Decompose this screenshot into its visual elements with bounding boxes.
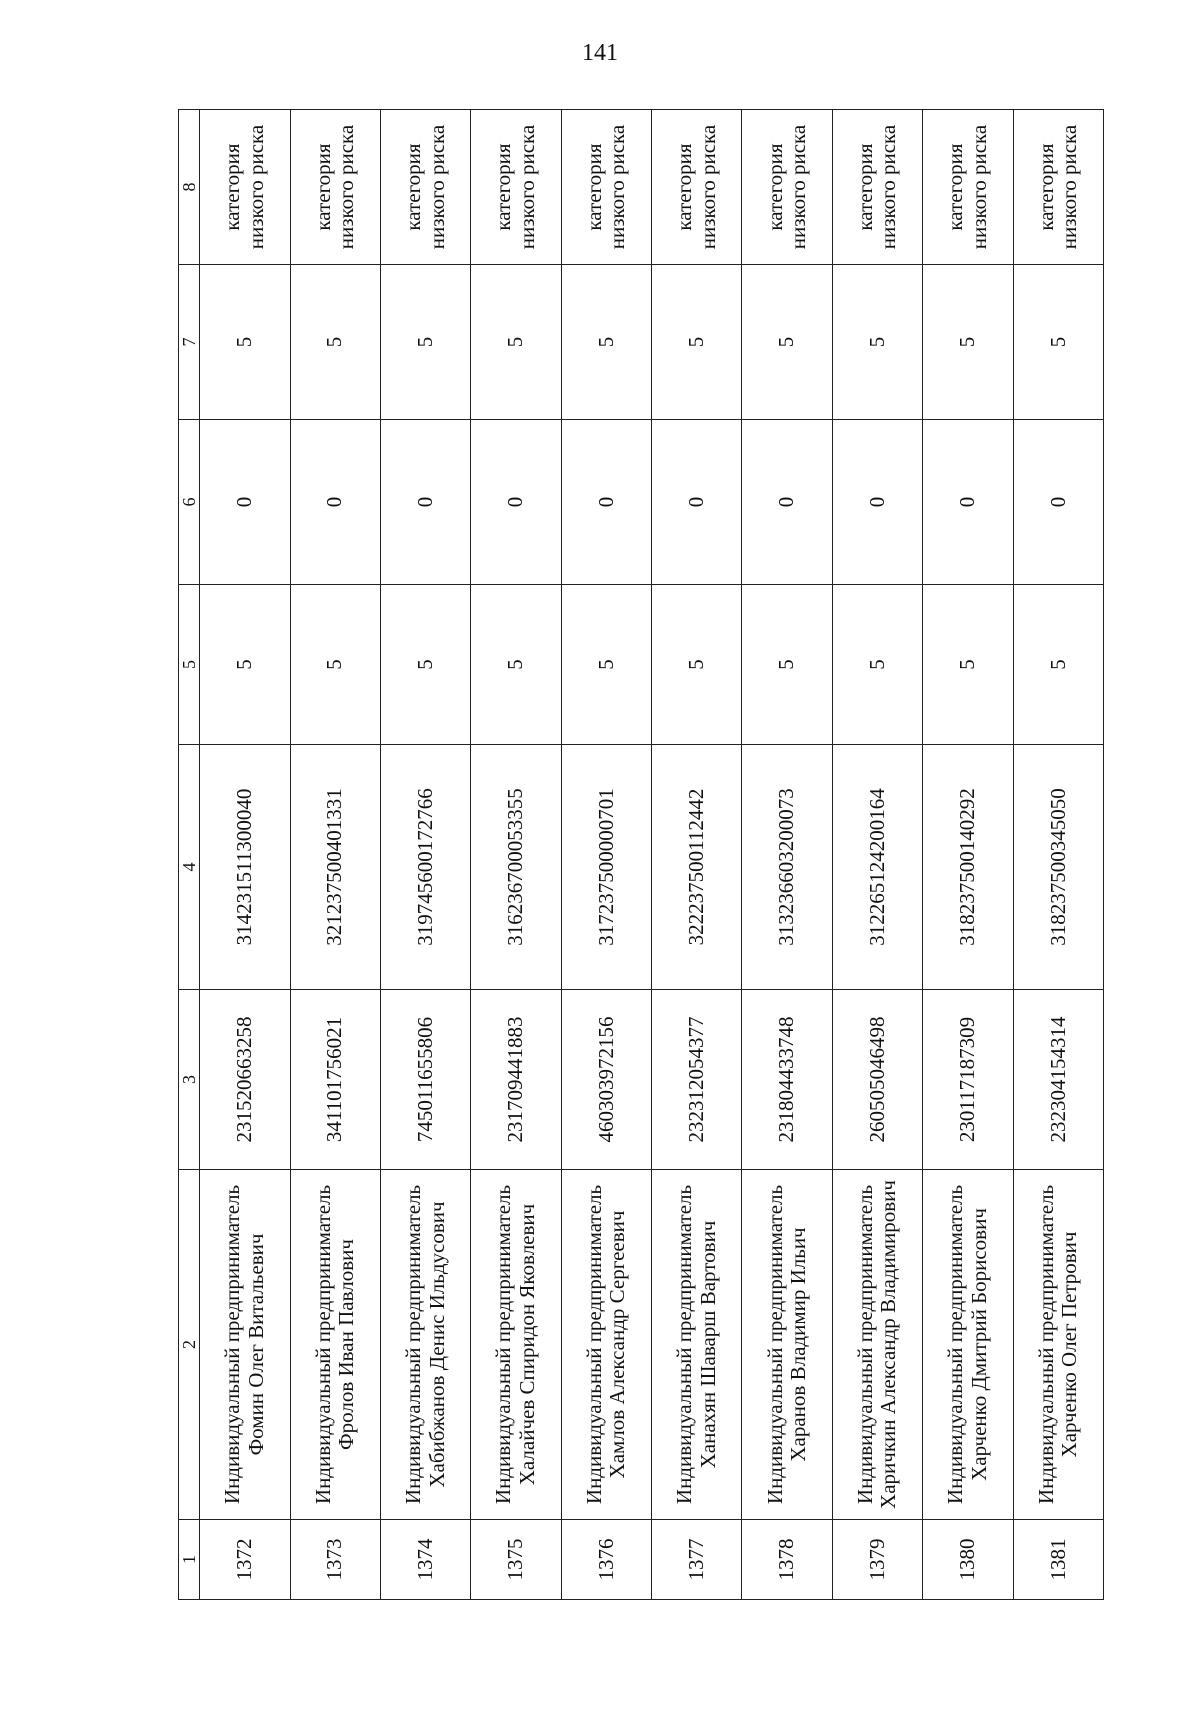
column-7-cell: 5 [742, 265, 832, 420]
inn-cell: 230117187309 [923, 990, 1013, 1170]
row-number-cell: 1376 [561, 1520, 651, 1600]
row-number-cell: 1379 [832, 1520, 922, 1600]
column-header: 8 [179, 110, 200, 265]
table-row [561, 110, 651, 1600]
risk-category-cell: категория низкого риска [561, 110, 651, 265]
column-header: 1 [179, 1520, 200, 1600]
column-number-header-row [179, 110, 200, 1600]
rotated-table-container [178, 110, 1104, 1600]
column-5-cell: 5 [561, 585, 651, 745]
entrepreneur-name-cell: Индивидуальный предприниматель Хабибжанов Денис Ильдусович [380, 1170, 470, 1520]
inn-cell: 231520663258 [200, 990, 290, 1170]
row-number-cell: 1381 [1013, 1520, 1103, 1600]
column-7-cell: 5 [380, 265, 470, 420]
risk-category-cell: категория низкого риска [471, 110, 561, 265]
risk-category-cell: категория низкого риска [1013, 110, 1103, 265]
row-number-cell: 1377 [652, 1520, 742, 1600]
ogrnip-cell: 322237500112442 [652, 745, 742, 990]
column-5-cell: 5 [200, 585, 290, 745]
column-7-cell: 5 [1013, 265, 1103, 420]
ogrnip-cell: 312265124200164 [832, 745, 922, 990]
column-5-cell: 5 [471, 585, 561, 745]
registry-table [178, 109, 1104, 1600]
ogrnip-cell: 319745600172766 [380, 745, 470, 990]
inn-cell: 232312054377 [652, 990, 742, 1170]
ogrnip-cell: 316236700053355 [471, 745, 561, 990]
entrepreneur-name-cell: Индивидуальный предприниматель Харченко Олег Петрович [1013, 1170, 1103, 1520]
ogrnip-cell: 317237500000701 [561, 745, 651, 990]
risk-category-cell: категория низкого риска [652, 110, 742, 265]
column-5-cell: 5 [290, 585, 380, 745]
risk-category-cell: категория низкого риска [290, 110, 380, 265]
column-6-cell: 0 [923, 420, 1013, 585]
table-row [652, 110, 742, 1600]
column-6-cell: 0 [290, 420, 380, 585]
ogrnip-cell: 318237500345050 [1013, 745, 1103, 990]
entrepreneur-name-cell: Индивидуальный предприниматель Фомин Олег Витальевич [200, 1170, 290, 1520]
inn-cell: 232304154314 [1013, 990, 1103, 1170]
entrepreneur-name-cell: Индивидуальный предприниматель Харичкин Александр Владимирович [832, 1170, 922, 1520]
column-header: 5 [179, 585, 200, 745]
page-number: 141 [582, 40, 618, 66]
entrepreneur-name-cell: Индивидуальный предприниматель Халайчев Спиридон Яковлевич [471, 1170, 561, 1520]
row-number-cell: 1374 [380, 1520, 470, 1600]
column-5-cell: 5 [832, 585, 922, 745]
inn-cell: 745011655806 [380, 990, 470, 1170]
entrepreneur-name-cell: Индивидуальный предприниматель Харанов Владимир Ильич [742, 1170, 832, 1520]
risk-category-cell: категория низкого риска [200, 110, 290, 265]
column-7-cell: 5 [471, 265, 561, 420]
column-header: 4 [179, 745, 200, 990]
inn-cell: 231709441883 [471, 990, 561, 1170]
table-row [1013, 110, 1103, 1600]
row-number-cell: 1378 [742, 1520, 832, 1600]
ogrnip-cell: 321237500401331 [290, 745, 380, 990]
column-6-cell: 0 [380, 420, 470, 585]
inn-cell: 460303972156 [561, 990, 651, 1170]
column-7-cell: 5 [200, 265, 290, 420]
column-5-cell: 5 [1013, 585, 1103, 745]
row-number-cell: 1375 [471, 1520, 561, 1600]
column-5-cell: 5 [742, 585, 832, 745]
column-7-cell: 5 [832, 265, 922, 420]
column-6-cell: 0 [561, 420, 651, 585]
risk-category-cell: категория низкого риска [923, 110, 1013, 265]
column-6-cell: 0 [200, 420, 290, 585]
inn-cell: 231804433748 [742, 990, 832, 1170]
entrepreneur-name-cell: Индивидуальный предприниматель Ханахян Шаварш Вартович [652, 1170, 742, 1520]
column-6-cell: 0 [832, 420, 922, 585]
row-number-cell: 1380 [923, 1520, 1013, 1600]
column-6-cell: 0 [471, 420, 561, 585]
risk-category-cell: категория низкого риска [380, 110, 470, 265]
inn-cell: 341101756021 [290, 990, 380, 1170]
ogrnip-cell: 314231511300040 [200, 745, 290, 990]
column-header: 7 [179, 265, 200, 420]
column-header: 6 [179, 420, 200, 585]
column-7-cell: 5 [290, 265, 380, 420]
table-row [742, 110, 832, 1600]
column-header: 3 [179, 990, 200, 1170]
table-row [290, 110, 380, 1600]
column-5-cell: 5 [380, 585, 470, 745]
column-5-cell: 5 [923, 585, 1013, 745]
risk-category-cell: категория низкого риска [832, 110, 922, 265]
table-row [923, 110, 1013, 1600]
column-5-cell: 5 [652, 585, 742, 745]
column-6-cell: 0 [742, 420, 832, 585]
row-number-cell: 1373 [290, 1520, 380, 1600]
table-row [471, 110, 561, 1600]
column-7-cell: 5 [652, 265, 742, 420]
column-6-cell: 0 [1013, 420, 1103, 585]
entrepreneur-name-cell: Индивидуальный предприниматель Харченко Дмитрий Борисович [923, 1170, 1013, 1520]
inn-cell: 260505046498 [832, 990, 922, 1170]
entrepreneur-name-cell: Индивидуальный предприниматель Фролов Иван Павлович [290, 1170, 380, 1520]
row-number-cell: 1372 [200, 1520, 290, 1600]
risk-category-cell: категория низкого риска [742, 110, 832, 265]
column-header: 2 [179, 1170, 200, 1520]
table-row [832, 110, 922, 1600]
table-row [380, 110, 470, 1600]
ogrnip-cell: 313236603200073 [742, 745, 832, 990]
entrepreneur-name-cell: Индивидуальный предприниматель Хамлов Александр Сергеевич [561, 1170, 651, 1520]
ogrnip-cell: 318237500140292 [923, 745, 1013, 990]
table-row [200, 110, 290, 1600]
column-7-cell: 5 [561, 265, 651, 420]
column-6-cell: 0 [652, 420, 742, 585]
column-7-cell: 5 [923, 265, 1013, 420]
